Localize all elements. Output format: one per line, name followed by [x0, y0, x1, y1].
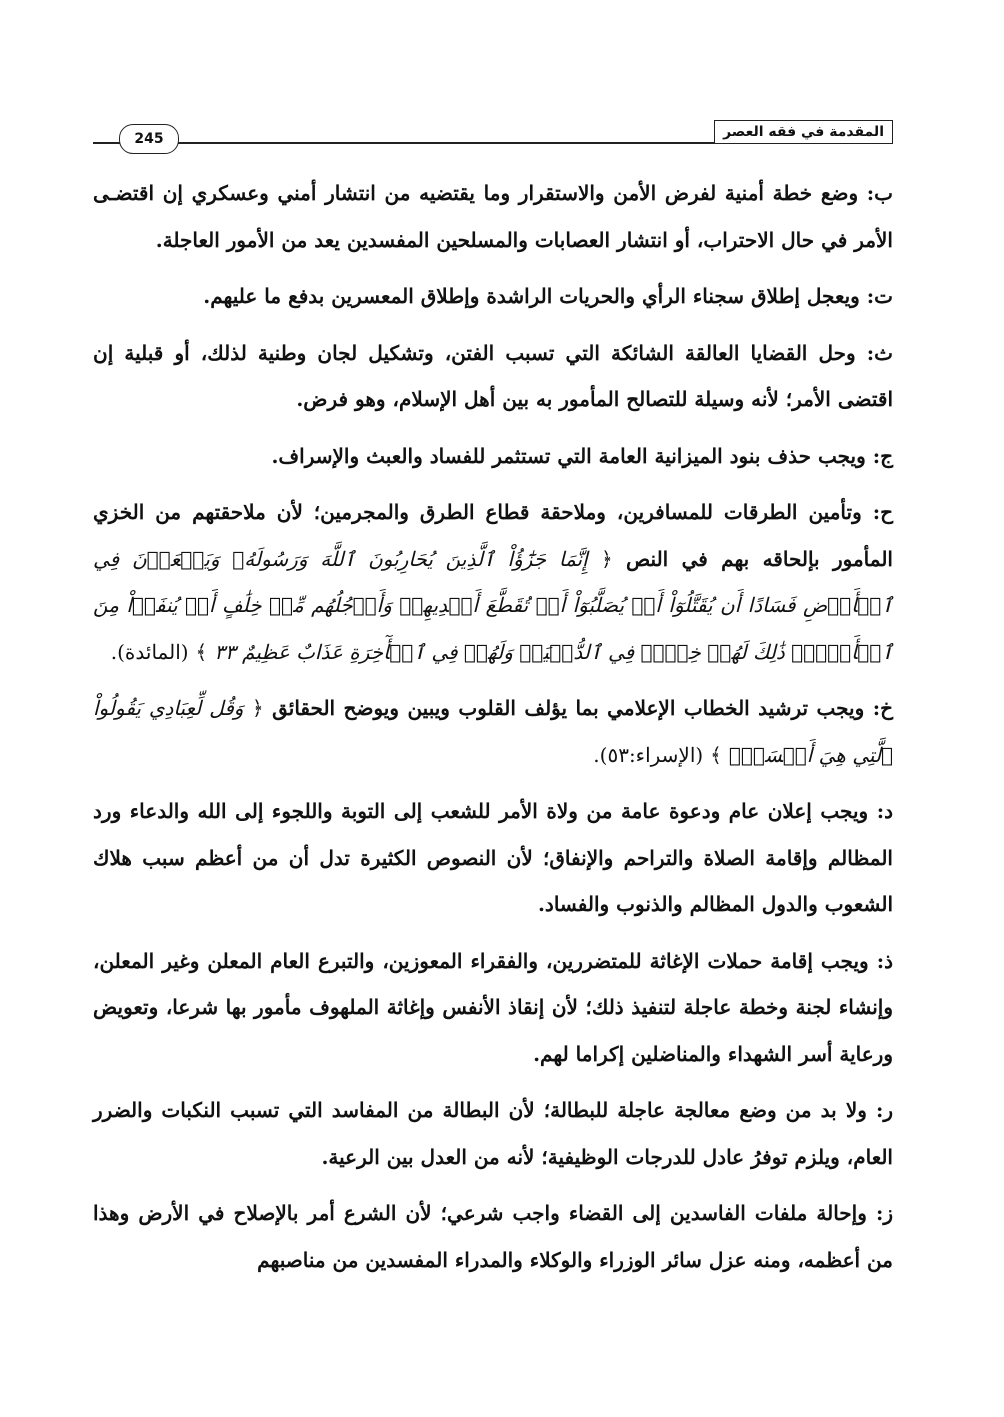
paragraph-kha: خ: ويجب ترشيد الخطاب الإعلامي بما يؤلف القلوب ويبين ويوضح الحقائق ﴿ وَقُل لِّعِبَادِي يَقُولُواْ ٱلَّتِي هِيَ أَحۡسَنُۚ ﴾ (الإسراء:٥٣). — [93, 696, 894, 767]
paragraph-ra: ر: ولا بد من وضع معالجة عاجلة للبطالة؛ لأن البطالة من المفاسد التي تسبب النكبات والضرر العام، ويلزم توفرُ عادل للدرجات الوظيفية؛ لأنه من العدل بين الرعية. — [93, 1098, 893, 1169]
quran-verse-isra: وَقُل لِّعِبَادِي يَقُولُواْ ٱلَّتِي هِيَ أَحۡسَنُۚ — [93, 696, 893, 767]
page-header — [93, 118, 893, 158]
paragraph-ba: ب: وضع خطة أمنية لفرض الأمن والاستقرار وما يقتضيه من انتشار أمني وعسكري إن اقتضـى الأمر في حال الاحتراب، أو انتشار العصابات والمسلحين المفسدين يعد من الأمور العاجلة. — [93, 181, 893, 252]
quran-close-bracket: ﴾ — [710, 742, 722, 767]
paragraph-dal: د: ويجب إعلان عام ودعوة عامة من ولاة الأمر للشعب إلى التوبة واللجوء إلى الله والدعاء ورد المظالم وإقامة الصلاة والتراحم والإنفاق؛ لأن النصوص الكثيرة تدل أن من أعظم سبب هلاك الشعوب والدول المظالم والذنوب والفساد. — [93, 799, 893, 916]
paragraph-tha: ث: وحل القضايا العالقة الشائكة التي تسبب الفتن، وتشكيل لجان وطنية لذلك، أو قبلية إن اقتضى الأمر؛ لأنه وسيلة للتصالح المأمور به بين أهل الإسلام، وهو فرض. — [93, 340, 893, 411]
quran-close-bracket: ﴾ — [195, 639, 208, 664]
paragraph-ha: ح: وتأمين الطرقات للمسافرين، وملاحقة قطاع الطرق والمجرمين؛ لأن ملاحقتهم من الخزي المأمور بإلحاقه بهم في النص ﴿ إِنَّمَا جَزَٰٓؤُاْ ٱلَّذِينَ يُحَارِبُونَ ٱللَّهَ وَرَسُولَهُۥ وَيَسۡعَوۡنَ فِي ٱلۡأَرۡضِ فَسَادًا أَن يُقَتَّلُوٓاْ أَوۡ يُصَلَّبُوٓاْ أَوۡ تُقَطَّعَ أَيۡدِيهِمۡ وَأَرۡجُلُهُم مِّنۡ خِلَٰفٍ أَوۡ يُنفَوۡاْ مِنَ ٱلۡأَرۡضِۚ ذَٰلِكَ لَهُمۡ خِزۡيٞ فِي ٱلدُّنۡيَاۖ وَلَهُمۡ فِي ٱلۡأٓخِرَةِ عَذَابٌ عَظِيمٌ ٣٣ ﴾ (المائدة). — [93, 500, 893, 664]
quran-open-bracket: ﴿ — [600, 546, 613, 571]
paragraph-ta: ت: ويعجل إطلاق سجناء الرأي والحريات الراشدة وإطلاق المعسرين بدفع ما عليهم. — [203, 284, 893, 308]
page-number: 245 — [119, 124, 179, 154]
paragraph-jim: ج: ويجب حذف بنود الميزانية العامة التي تستثمر للفساد والعبث والإسراف. — [271, 443, 893, 468]
page-body — [93, 170, 893, 1293]
running-title: المقدمة في فقه العصر — [714, 120, 893, 143]
quran-open-bracket: ﴿ — [251, 696, 264, 720]
verse-reference: (المائدة). — [110, 639, 189, 664]
paragraph-dhal: ذ: ويجب إقامة حملات الإغاثة للمتضررين، والفقراء المعوزين، والتبرع العام المعلن وغير المعلن، وإنشاء لجنة وخطة عاجلة لتنفيذ ذلك؛ لأن إنقاذ الأنفس وإغاثة الملهوف مأمور بها شرعا، وتعويض ورعاية أسر الشهداء والمناضلين إكراما لهم. — [93, 948, 893, 1066]
paragraph-zay: ز: وإحالة ملفات الفاسدين إلى القضاء واجب شرعي؛ لأن الشرع أمر بالإصلاح في الأرض وهذا من أعظمه، ومنه عزل سائر الوزراء والوكلاء والمدراء المفسدين من مناصبهم — [93, 1201, 893, 1272]
verse-reference: (الإسراء:٥٣). — [593, 742, 704, 767]
quran-verse-maidah: إِنَّمَا جَزَٰٓؤُاْ ٱلَّذِينَ يُحَارِبُونَ ٱللَّهَ وَرَسُولَهُۥ وَيَسۡعَوۡنَ فِي ٱلۡأَرۡضِ فَسَادًا أَن يُقَتَّلُوٓاْ أَوۡ يُصَلَّبُوٓاْ أَوۡ تُقَطَّعَ أَيۡدِيهِمۡ وَأَرۡجُلُهُم مِّنۡ خِلَٰفٍ أَوۡ يُنفَوۡاْ مِنَ ٱلۡأَرۡضِۚ ذَٰلِكَ لَهُمۡ خِزۡيٞ فِي ٱلدُّنۡيَاۖ وَلَهُمۡ فِي ٱلۡأٓخِرَةِ عَذَابٌ عَظِيمٌ ٣٣ — [93, 546, 893, 664]
